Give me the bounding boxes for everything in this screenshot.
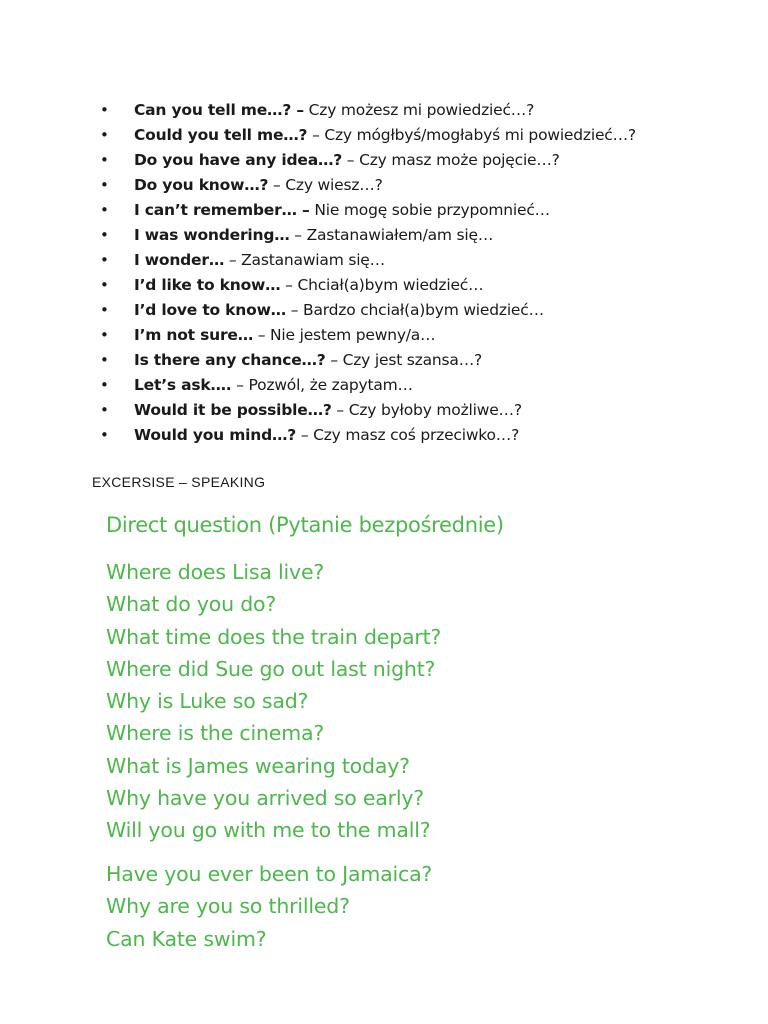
bullet: • [100, 351, 109, 369]
phrase-polish: – Czy wiesz…? [268, 176, 383, 194]
phrase-item [100, 348, 740, 373]
bullet: • [100, 301, 109, 319]
bullet: • [100, 176, 109, 194]
phrase-english: Let’s ask…. [134, 376, 232, 394]
phrase-item [100, 298, 740, 323]
question-item: Can Kate swim? [106, 926, 267, 951]
phrase-item [100, 373, 740, 398]
phrase-polish: – Zastanawiam się… [224, 251, 385, 269]
phrase-english: I wonder… [134, 251, 225, 269]
phrase-polish: – Bardzo chciał(a)bym wiedzieć… [286, 301, 544, 319]
bullet: • [100, 326, 109, 344]
phrase-polish: Czy możesz mi powiedzieć…? [303, 101, 535, 119]
section-label: EXCERSISE – SPEAKING [92, 474, 266, 490]
phrase-english: Could you tell me…? [134, 126, 308, 144]
bullet: • [100, 251, 109, 269]
question-item: What is James wearing today? [106, 753, 410, 778]
phrase-item [100, 223, 740, 248]
phrase-polish: – Nie jestem pewny/a… [253, 326, 436, 344]
phrase-english: I’d love to know… [134, 301, 286, 319]
section-heading: Direct question (Pytanie bezpośrednie) [106, 513, 504, 537]
phrase-polish: Nie mogę sobie przypomnieć… [309, 201, 550, 219]
phrase-item [100, 198, 740, 223]
bullet: • [100, 126, 109, 144]
bullet: • [100, 151, 109, 169]
bullet: • [100, 201, 109, 219]
question-list-1 [106, 558, 441, 849]
phrase-item [100, 123, 740, 148]
phrase-english: I’d like to know… [134, 276, 281, 294]
phrase-polish: – Czy mógłbyś/mogłabyś mi powiedzieć…? [307, 126, 636, 144]
phrase-polish: – Czy masz coś przeciwko…? [296, 426, 520, 444]
phrase-list [100, 98, 740, 448]
phrase-english: I was wondering… [134, 226, 290, 244]
phrase-item [100, 273, 740, 298]
phrase-polish: – Czy byłoby możliwe…? [331, 401, 522, 419]
phrase-english: I can’t remember… – [134, 201, 310, 219]
question-item: Have you ever been to Jamaica? [106, 862, 433, 886]
question-item: Why is Luke so sad? [106, 689, 309, 714]
phrase-item [100, 423, 740, 448]
phrase-polish: – Czy masz może pojęcie…? [342, 151, 560, 169]
bullet: • [100, 101, 109, 119]
phrase-item [100, 248, 740, 273]
phrase-item [100, 323, 740, 348]
phrase-english: Is there any chance…? [134, 351, 326, 369]
phrase-polish: – Zastanawiałem/am się… [289, 226, 494, 244]
phrase-english: Would it be possible…? [134, 401, 332, 419]
question-item: Where did Sue go out last night? [106, 656, 436, 681]
phrase-polish: – Chciał(a)bym wiedzieć… [280, 276, 484, 294]
phrase-item [100, 398, 740, 423]
phrase-english: Would you mind…? [134, 426, 297, 444]
bullet: • [100, 376, 109, 394]
bullet: • [100, 426, 109, 444]
question-item: Where is the cinema? [106, 721, 325, 746]
phrase-item [100, 173, 740, 198]
question-item: Why are you so thrilled? [106, 894, 350, 919]
bullet: • [100, 276, 109, 294]
phrase-polish: – Pozwól, że zapytam… [231, 376, 413, 394]
question-item: Where does Lisa live? [106, 560, 325, 584]
bullet: • [100, 401, 109, 419]
question-item: What time does the train depart? [106, 624, 442, 649]
question-list-2 [106, 860, 432, 957]
phrase-english: I’m not sure… [134, 326, 254, 344]
phrase-item [100, 148, 740, 173]
phrase-polish: – Czy jest szansa…? [325, 351, 483, 369]
phrase-english: Do you have any idea…? [134, 151, 343, 169]
question-item: What do you do? [106, 592, 277, 617]
phrase-item [100, 98, 740, 123]
phrase-english: Can you tell me…? – [134, 101, 304, 119]
bullet: • [100, 226, 109, 244]
question-item: Why have you arrived so early? [106, 786, 424, 811]
phrase-english: Do you know…? [134, 176, 269, 194]
question-item: Will you go with me to the mall? [106, 818, 431, 843]
